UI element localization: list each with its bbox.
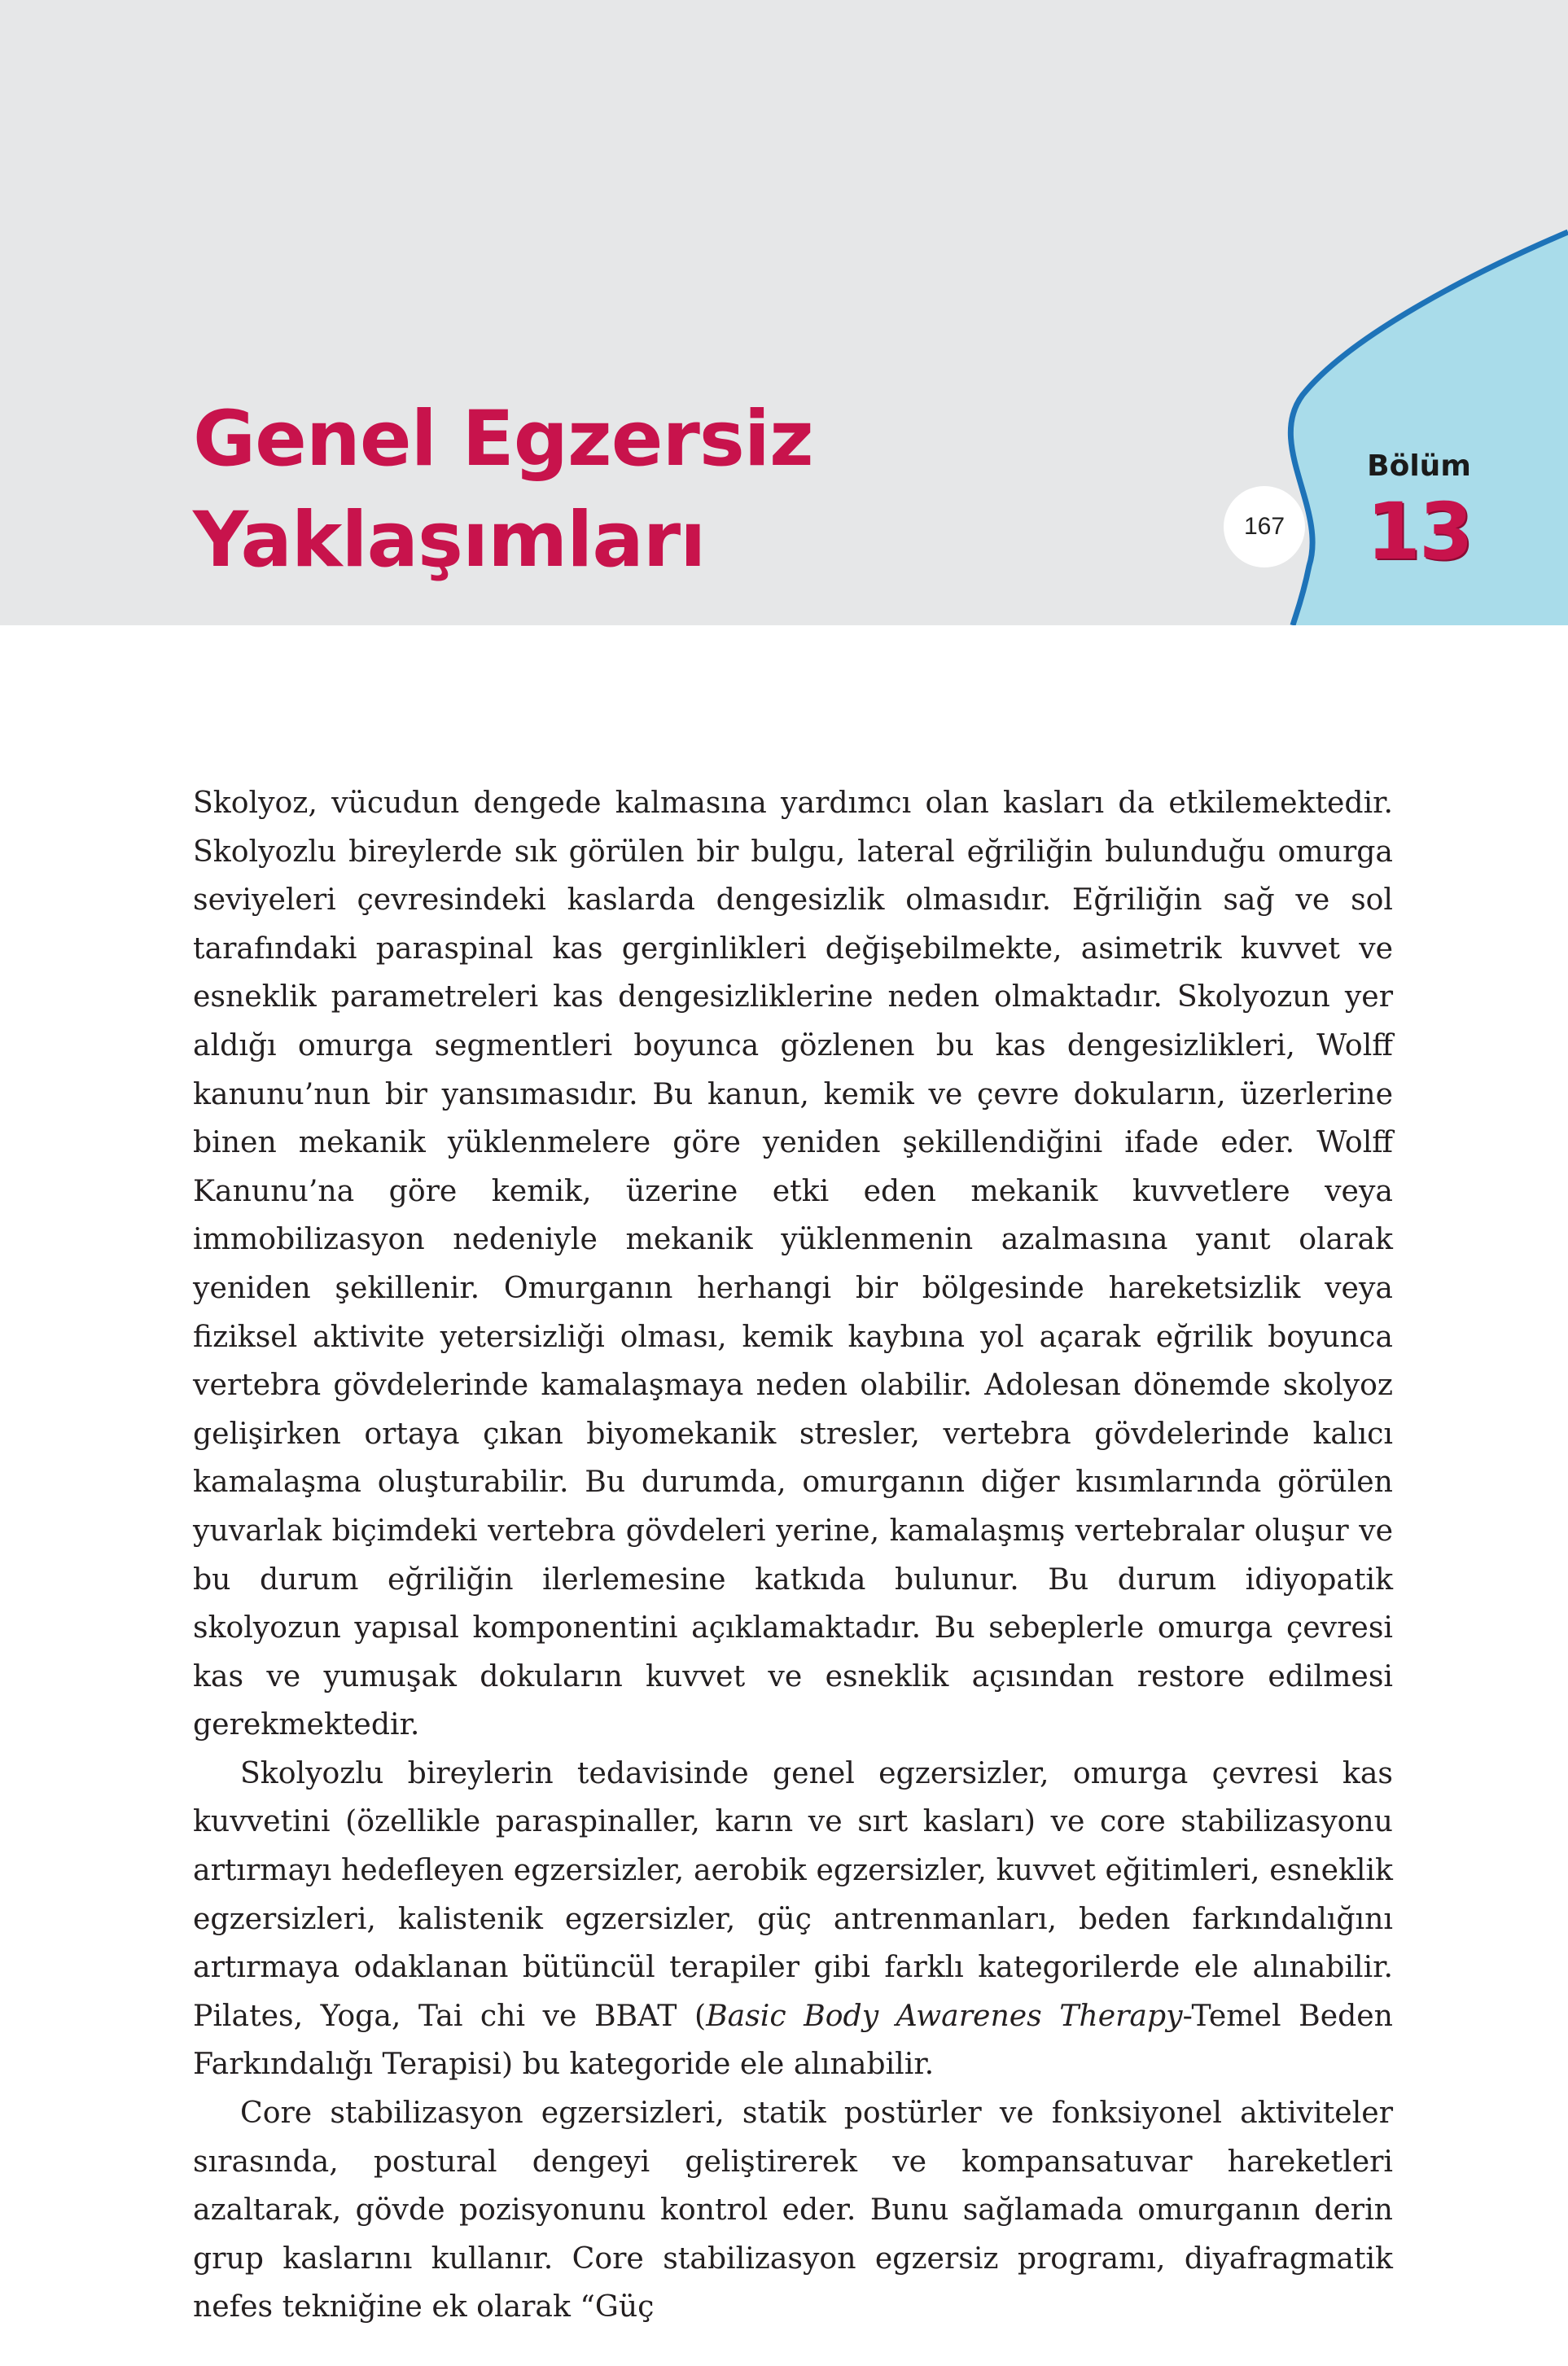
- paragraph-2-italic: Basic Body Awarenes Therapy: [706, 1997, 1183, 2033]
- body-text: [193, 778, 1393, 2331]
- paragraph-2-start: Skolyozlu bireylerin tedavisinde genel egzersizler, omurga çevresi kas kuvvetini (özellikle paraspinaller, karın ve sırt kasları) ve core stabilizasyonu artırmayı hedefleyen egzersizler, aerobik egzersizler, kuvvet eğitimleri, esneklik egzersizleri, kalistenik egzersizler, güç antrenmanları, beden farkındalığını artırmaya odaklanan bütüncül terapiler gibi farklı kategorilerde ele alınabilir. Pilates, Yoga, Tai chi ve BBAT (: [193, 1755, 1393, 2033]
- chapter-number: 13: [1366, 486, 1472, 577]
- chapter-title-line-2: Yaklaşımları: [193, 496, 706, 585]
- chapter-title: [193, 389, 813, 591]
- paragraph-1: Skolyoz, vücudun dengede kalmasına yardımcı olan kasları da etkilemektedir. Skolyozlu bireylerde sık görülen bir bulgu, lateral eğriliğin bulunduğu omurga seviyeleri çevresindeki kaslarda dengesizlik olmasıdır. Eğriliğin sağ ve sol tarafındaki paraspinal kas gerginlikleri değişebilmekte, asimetrik kuvvet ve esneklik parametreleri kas dengesizliklerine neden olmaktadır. Skolyozun yer aldığı omurga segmentleri boyunca gözlenen bu kas dengesizlikleri, Wolff kanunu’nun bir yansımasıdır. Bu kanun, kemik ve çevre dokuların, üzerlerine binen mekanik yüklenmelere göre yeniden şekillendiğini ifade eder. Wolff Kanunu’na göre kemik, üzerine etki eden mekanik kuvvetlere veya immobilizasyon nedeniyle mekanik yüklenmenin azalmasına yanıt olarak yeniden şekillenir. Omurganın herhangi bir bölgesinde hareketsizlik veya fiziksel aktivite yetersizliği olması, kemik kaybına yol açarak eğrilik boyunca vertebra gövdelerinde kamalaşmaya neden olabilir. Adolesan dönemde skolyoz gelişirken ortaya çıkan biyomekanik stresler, vertebra gövdelerinde kalıcı kamalaşma oluşturabilir. Bu durumda, omurganın diğer kısımlarında görülen yuvarlak biçimdeki vertebra gövdeleri yerine, kamalaşmış vertebralar oluşur ve bu durum eğriliğin ilerlemesine katkıda bulunur. Bu durum idiyopatik skolyozun yapısal komponentini açıklamaktadır. Bu sebeplerle omurga çevresi kas ve yumuşak dokuların kuvvet ve esneklik açısından restore edilmesi gerekmektedir.: [193, 785, 1393, 1742]
- chapter-title-line-1: Genel Egzersiz: [193, 395, 813, 484]
- chapter-label: Bölüm: [1367, 449, 1471, 483]
- paragraph-3: Core stabilizasyon egzersizleri, statik postürler ve fonksiyonel aktiviteler sırasında, postural dengeyi geliştirerek ve kompansatuvar hareketleri azaltarak, gövde pozisyonunu kontrol eder. Bunu sağlamada omurganın derin grup kaslarını kullanır. Core stabilizasyon egzersiz programı, diyafragmatik nefes tekniğine ek olarak “Güç: [193, 2095, 1393, 2324]
- paragraph-2-end: -Temel Beden Farkındalığı Terapisi) bu kategoride ele alınabilir.: [193, 1997, 1393, 2082]
- paragraph-2: [193, 1749, 1393, 2088]
- page-number: 167: [1224, 486, 1305, 567]
